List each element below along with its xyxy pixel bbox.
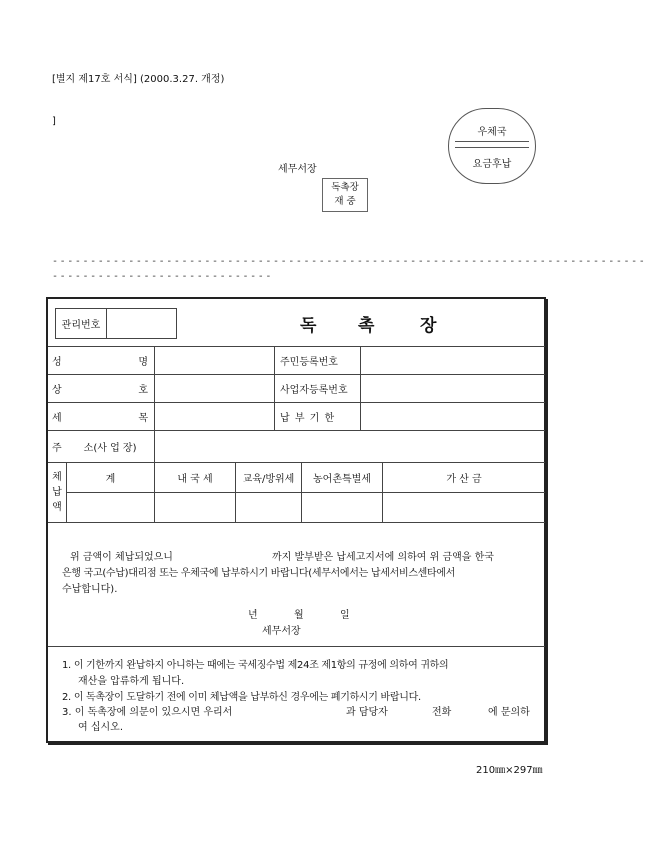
tax-item-label: [52, 403, 148, 430]
grid-line: [274, 346, 275, 430]
stamp-line2: 재 중: [334, 196, 356, 207]
arrears-side-label: [48, 470, 66, 515]
mgmt-divider: [106, 308, 107, 339]
note-3-part3: 전화: [432, 707, 452, 718]
trade-label-a: 상: [52, 385, 62, 396]
notice-text-part1: 위 금액이 체납되었으니: [70, 552, 173, 563]
postmark-top-text: 우체국: [477, 127, 507, 138]
arrears-side-char: 체: [52, 472, 62, 483]
trade-label-b: 호: [138, 385, 148, 396]
notice-text-part2: 까지 발부받은 납세고지서에 의하여 위 금액을 한국: [272, 552, 494, 563]
note-3-cont: 여 십시오.: [78, 722, 123, 733]
note-2: 2. 이 독촉장이 도달하기 전에 이미 체납액을 납부하신 경우에는 폐기하시기 바랍니다.: [62, 692, 421, 703]
paper-size-note: 210㎜×297㎜: [476, 765, 543, 776]
arrears-side-char: 납: [52, 487, 62, 498]
note-3-part1: 3. 이 독촉장에 의문이 있으시면 우리서: [62, 707, 233, 718]
management-number-label: 관리번호: [61, 320, 101, 331]
tax-label-b: 목: [138, 413, 148, 424]
tax-label-a: 세: [52, 413, 62, 424]
office-label: 세무서장: [278, 164, 317, 175]
date-month: 월: [294, 610, 304, 621]
arrears-side-char: 액: [52, 502, 62, 513]
title-char: 독: [300, 316, 317, 336]
cut-line: -----------------------------: [52, 271, 273, 282]
arrears-header-education-tax: 교육/방위세: [242, 474, 295, 485]
grid-line: [48, 522, 545, 523]
postmark-divider: [455, 147, 529, 148]
grid-line: [48, 646, 545, 647]
notice-text-line3: 수납합니다).: [62, 584, 118, 595]
name-label-a: 성: [52, 357, 62, 368]
due-date-label: 납 부 기 한: [280, 413, 336, 424]
date-day: 일: [340, 610, 350, 621]
name-label: [52, 347, 148, 374]
arrears-header-penalty: 가 산 금: [446, 474, 482, 485]
address-label-b: 소(사 업 장): [83, 443, 137, 454]
notice-text-line2: 은행 국고(수납)대리점 또는 우체국에 납부하시기 바랍니다(세무서에서는 납세서비스센타에서: [62, 568, 456, 579]
envelope-stamp-box: [322, 178, 368, 212]
form-reference: [별지 제17호 서식] (2000.3.27. 개정): [52, 74, 225, 85]
date-year: 년: [248, 610, 258, 621]
title-char: 촉: [358, 316, 375, 336]
note-3-part2: 과 담당자: [346, 707, 388, 718]
grid-line: [360, 346, 361, 430]
grid-line: [66, 492, 545, 493]
issuer-signature: 세무서장: [262, 626, 301, 637]
note-3-part4: 에 문의하: [488, 707, 530, 718]
cut-line: ------------------------------------------------------------------------------: [52, 256, 646, 267]
note-1: 1. 이 기한까지 완납하지 아니하는 때에는 국세징수법 제24조 제1항의 규정에 의하여 귀하의: [62, 660, 449, 671]
address-label-a: 주: [52, 443, 62, 454]
arrears-header-rural-tax: 농어촌특별세: [313, 474, 371, 485]
postmark-bottom-text: 요금후납: [472, 159, 512, 170]
arrears-header-total: 계: [105, 474, 116, 485]
stamp-line1: 독촉장: [331, 182, 359, 193]
postmark-stamp: [448, 108, 536, 184]
address-bracket: ]: [52, 116, 56, 127]
postmark-divider: [455, 141, 529, 142]
arrears-header-national-tax: 내 국 세: [177, 474, 213, 485]
resident-number-label: 주민등록번호: [280, 357, 338, 368]
name-label-b: 명: [138, 357, 148, 368]
grid-line: [154, 346, 155, 430]
title-char: 장: [420, 316, 437, 336]
business-number-label: 사업자등록번호: [280, 385, 348, 396]
trade-name-label: [52, 375, 148, 402]
note-1-cont: 재산을 압류하게 됩니다.: [78, 676, 185, 687]
grid-line: [154, 430, 155, 462]
address-label: [52, 431, 154, 462]
